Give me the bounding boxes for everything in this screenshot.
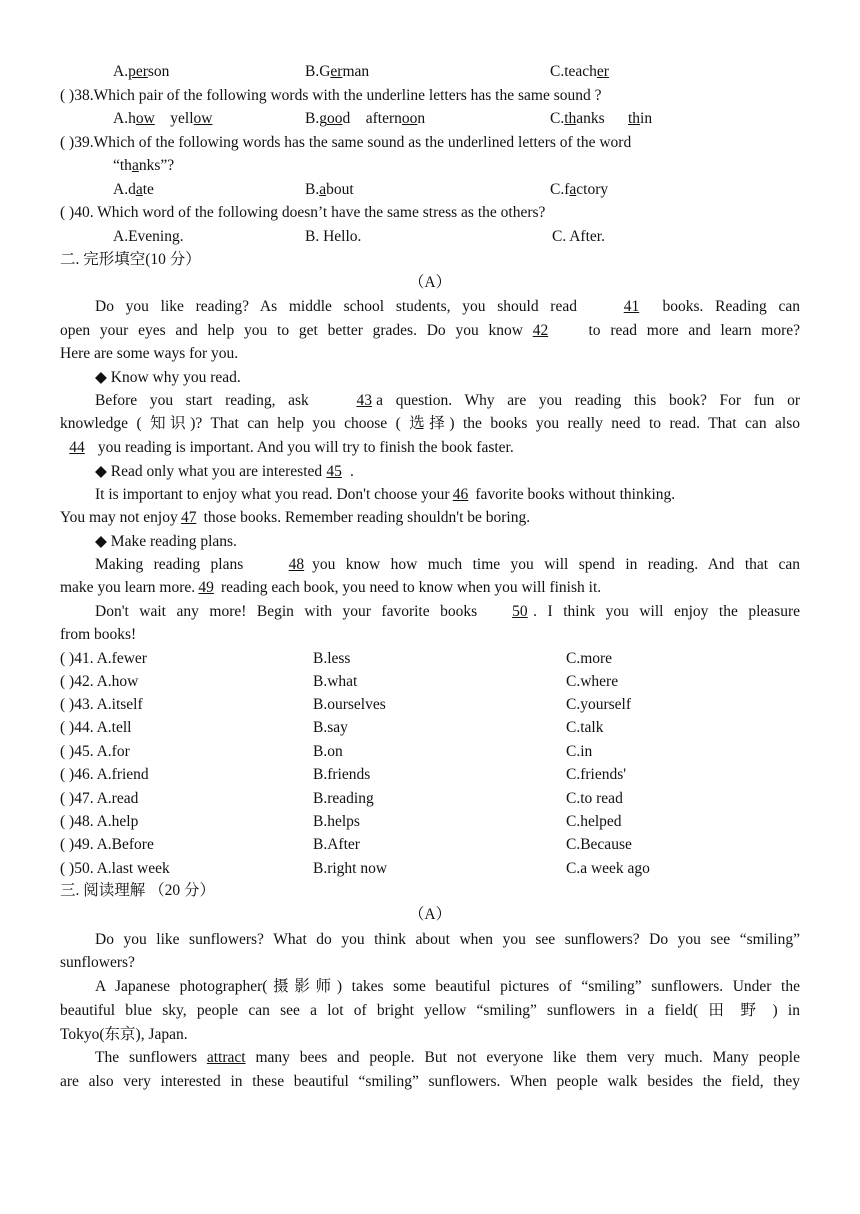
section-2-title: 二. 完形填空(10 分） xyxy=(60,251,201,268)
q40-option-c: C. After. xyxy=(552,228,605,245)
option-c: C.yourself xyxy=(566,696,632,713)
blank-41: 41 xyxy=(623,298,640,315)
option-c: C.talk xyxy=(566,719,604,736)
option-row-46: ( )46. A.friend xyxy=(60,766,149,783)
cloze-heading: ◆ Know why you read. xyxy=(95,369,241,386)
q39-question-cont: “thanks”? xyxy=(113,157,175,174)
reading-line: The sunflowers attract many bees and people. But not everyone like them very much. Many people xyxy=(95,1049,800,1066)
q38-question: ( )38.Which pair of the following words with the underline letters has the same sound ? xyxy=(60,87,602,104)
option-b: B.After xyxy=(313,836,360,853)
blank-47: 47 xyxy=(180,509,197,526)
q37-option-c: C.teacher xyxy=(550,63,609,80)
option-row-48: ( )48. A.help xyxy=(60,813,139,830)
cloze-line: You may not enjoy 47 those books. Remember reading shouldn't be boring. xyxy=(60,509,531,526)
q40-option-a: A.Evening. xyxy=(113,228,184,245)
cloze-line: Do you like reading? As middle school students, you should read 41 books. Reading can xyxy=(95,298,801,315)
option-c: C.a week ago xyxy=(566,860,650,877)
option-row-44: ( )44. A.tell xyxy=(60,719,132,736)
option-b: B.right now xyxy=(313,860,388,877)
q37-option-b: B.German xyxy=(305,63,370,80)
blank-48: 48 xyxy=(288,556,305,573)
option-c: C.where xyxy=(566,673,619,690)
option-b: B.less xyxy=(313,650,351,667)
reading-line: beautiful blue sky, people can see a lot of bright yellow “smiling” sunflowers in a field( 田 野 ) in xyxy=(60,1002,800,1019)
q38-option-b: B.good afternoon xyxy=(305,110,426,127)
q39-question: ( )39.Which of the following words has the same sound as the underlined letters of the word xyxy=(60,134,632,151)
q39-option-a: A.date xyxy=(113,181,154,198)
underlined-word: attract xyxy=(206,1049,246,1066)
q37-option-a: A.person xyxy=(113,63,170,80)
option-c: C.in xyxy=(566,743,593,760)
option-b: B.on xyxy=(313,743,343,760)
answer-blank: ( ) xyxy=(60,134,75,151)
reading-line: sunflowers? xyxy=(60,954,135,971)
cloze-line: It is important to enjoy what you read. Don't choose your 46 favorite books without thinking. xyxy=(95,486,676,503)
answer-blank: ( ) xyxy=(60,204,75,221)
option-b: B.helps xyxy=(313,813,360,830)
q38-option-c: C.thanks thin xyxy=(550,110,653,127)
option-row-50: ( )50. A.last week xyxy=(60,860,170,877)
option-c: C.to read xyxy=(566,790,623,807)
cloze-line: knowledge ( 知识)? That can help you choose ( 选择) the books you really need to read. That can also xyxy=(60,415,800,432)
q40-option-b: B. Hello. xyxy=(305,228,362,245)
option-row-49: ( )49. A.Before xyxy=(60,836,154,853)
option-row-42: ( )42. A.how xyxy=(60,673,139,690)
cloze-line: Making reading plans 48 you know how much time you will spend in reading. And that can xyxy=(95,556,800,573)
q38-option-a: A.how yellow xyxy=(113,110,213,127)
option-c: C.more xyxy=(566,650,613,667)
cloze-line: Don't wait any more! Begin with your favorite books 50 . I think you will enjoy the pleasure xyxy=(95,603,800,620)
blank-50: 50 xyxy=(512,603,528,620)
option-row-45: ( )45. A.for xyxy=(60,743,130,760)
cloze-line: from books! xyxy=(60,626,137,643)
option-row-47: ( )47. A.read xyxy=(60,790,139,807)
blank-42: 42 xyxy=(532,322,549,339)
option-c: C.friends' xyxy=(566,766,627,783)
blank-45: 45 xyxy=(326,463,342,480)
option-b: B.ourselves xyxy=(313,696,386,713)
option-c: C.Because xyxy=(566,836,632,853)
section-3-title: 三. 阅读理解 （20 分） xyxy=(60,882,216,899)
cloze-line: open your eyes and help you to get better grades. Do you know 42 to read more and learn more? xyxy=(60,322,801,339)
option-c: C.helped xyxy=(566,813,622,830)
option-b: B.reading xyxy=(313,790,374,807)
blank-46: 46 xyxy=(452,486,469,503)
cloze-line: make you learn more. 49 reading each book, you need to know when you will finish it. xyxy=(60,579,602,596)
cloze-heading: ◆ Make reading plans. xyxy=(95,533,237,550)
option-b: B.say xyxy=(313,719,348,736)
q39-option-c: C.factory xyxy=(550,181,609,198)
section-2-passage-label: （A） xyxy=(408,274,452,291)
option-row-43: ( )43. A.itself xyxy=(60,696,143,713)
reading-line: Tokyo(东京), Japan. xyxy=(60,1026,188,1043)
cloze-line: Before you start reading, ask 43 a question. Why are you reading this book? For fun or xyxy=(95,392,800,409)
option-row-41: ( )41. A.fewer xyxy=(60,650,147,667)
option-b: B.what xyxy=(313,673,358,690)
reading-line: Do you like sunflowers? What do you think about when you see sunflowers? Do you see “smiling” xyxy=(95,931,800,948)
option-b: B.friends xyxy=(313,766,371,783)
section-3-passage-label: （A） xyxy=(408,906,452,923)
reading-line: are also very interested in these beautiful “smiling” sunflowers. When people walk besides the field, they xyxy=(60,1073,800,1090)
q40-question: ( )40. Which word of the following doesn’t have the same stress as the others? xyxy=(60,204,546,221)
cloze-line: 44 you reading is important. And you will try to finish the book faster. xyxy=(60,438,514,458)
blank-43: 43 xyxy=(356,392,372,409)
blank-44: 44 xyxy=(69,439,85,456)
reading-line: A Japanese photographer(摄影师) takes some beautiful pictures of “smiling” sunflowers. Under the xyxy=(95,978,800,995)
q39-option-b: B.about xyxy=(305,181,354,198)
cloze-line: Here are some ways for you. xyxy=(60,345,239,362)
blank-49: 49 xyxy=(198,579,214,596)
cloze-heading: ◆ Read only what you are interested 45 . xyxy=(95,463,354,480)
answer-blank: ( ) xyxy=(60,87,75,104)
